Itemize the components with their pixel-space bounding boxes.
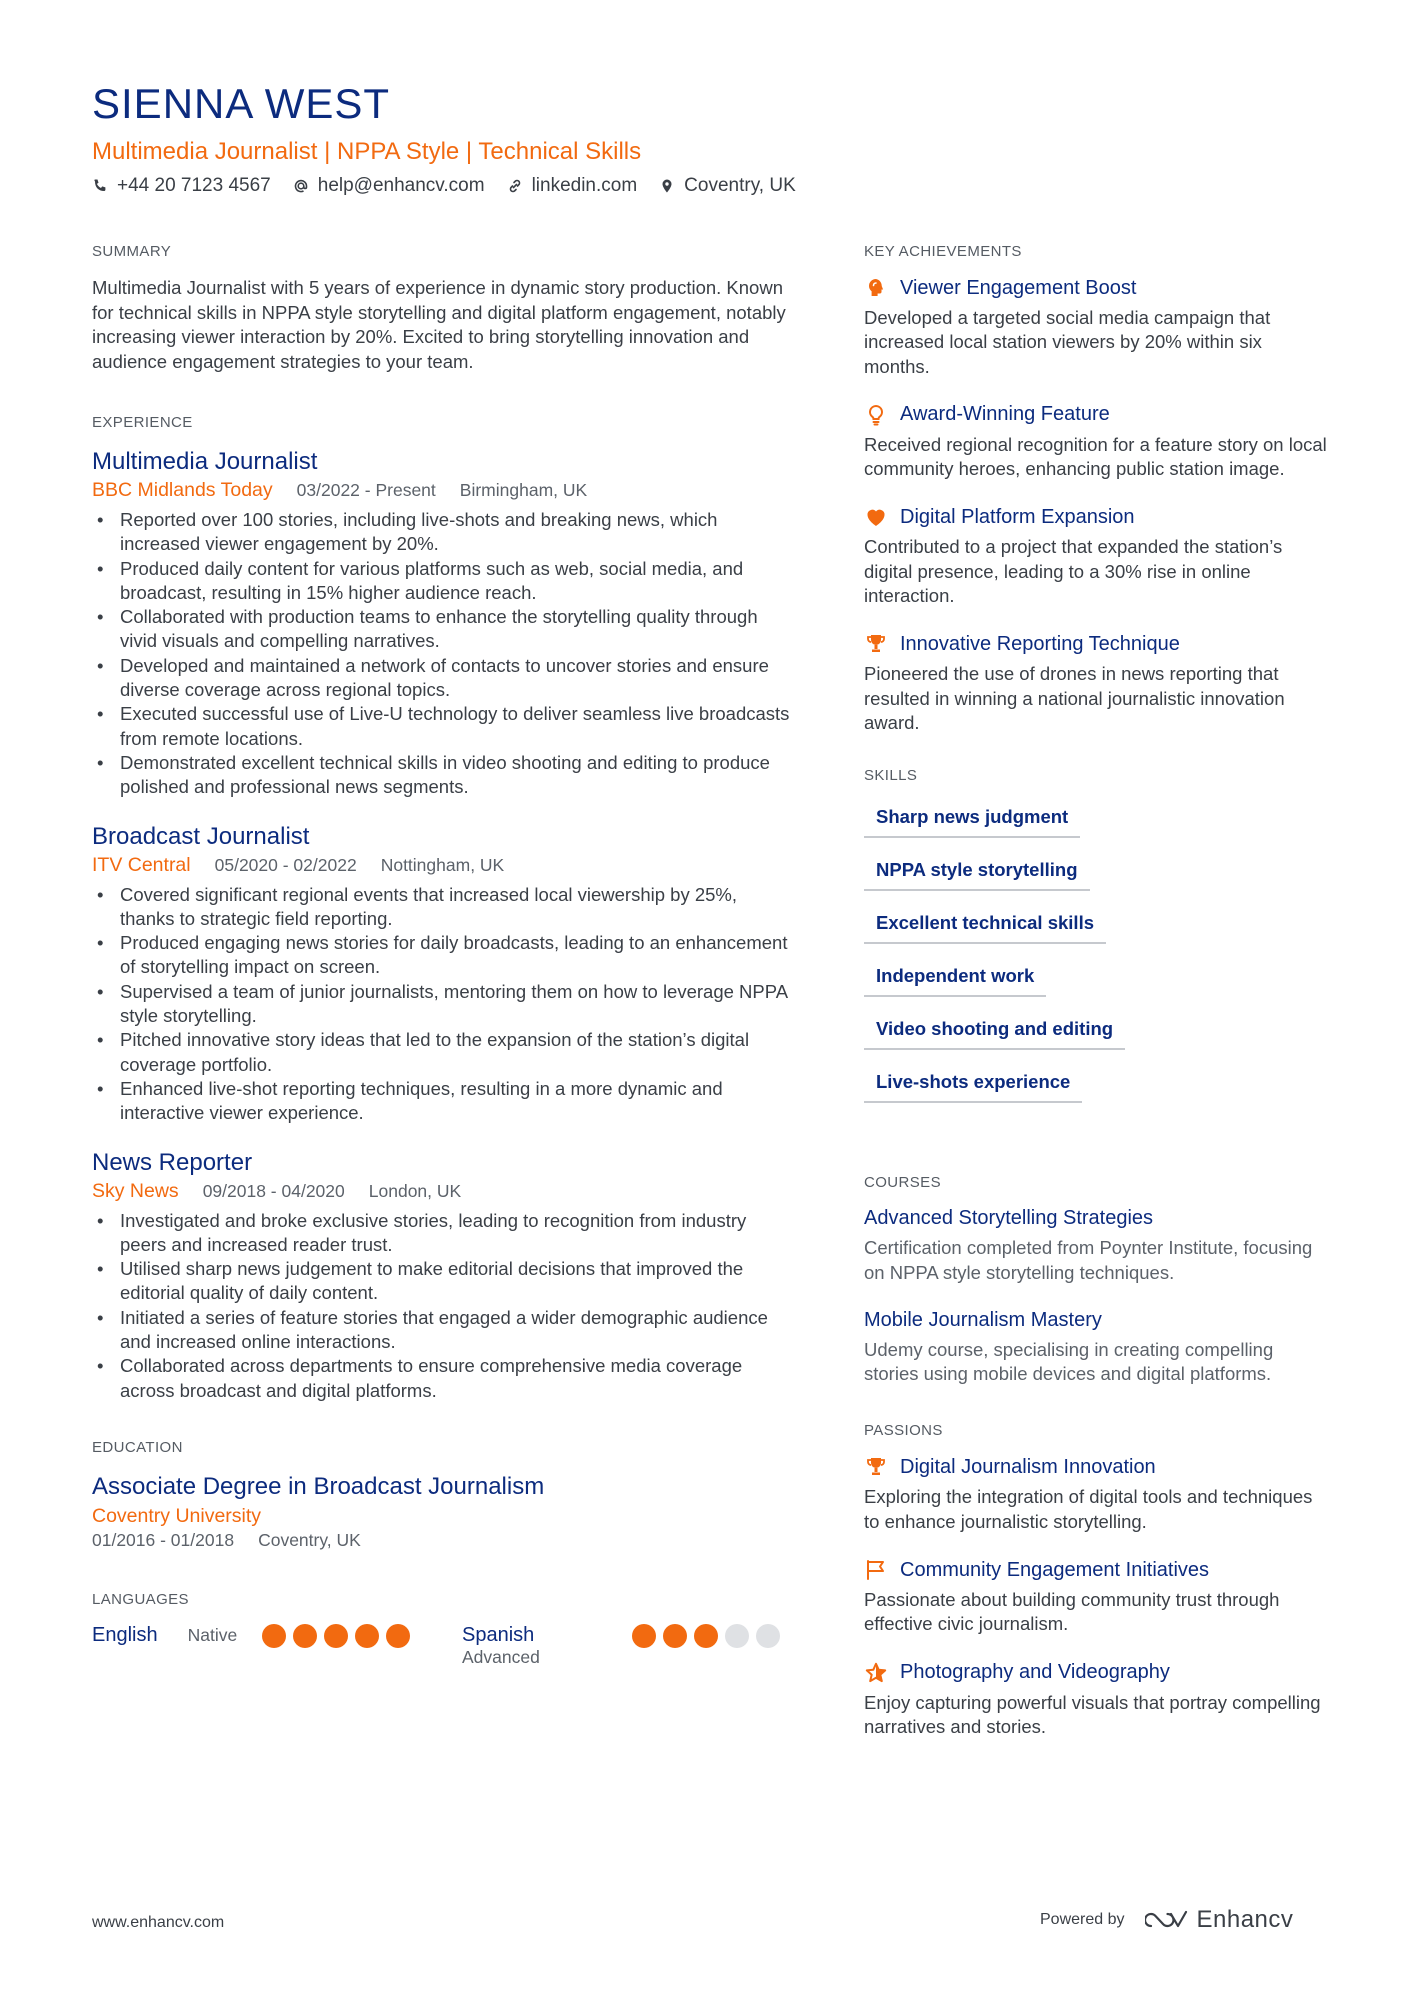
section-title: EDUCATION — [92, 1438, 183, 1456]
contact-text: +44 20 7123 4567 — [117, 175, 271, 196]
rating-dot-filled — [386, 1624, 410, 1648]
section-title: LANGUAGES — [92, 1590, 189, 1608]
company-name: Sky News — [92, 1179, 179, 1202]
link-icon — [507, 178, 523, 194]
education-meta — [92, 1530, 792, 1551]
rating-dot-filled — [694, 1624, 718, 1648]
trophy-icon — [864, 1455, 888, 1479]
footer-url[interactable]: www.enhancv.com — [92, 1914, 225, 1931]
section-title: SUMMARY — [92, 243, 172, 260]
rating-dot-filled — [324, 1624, 348, 1648]
language-name: Spanish — [462, 1623, 535, 1646]
achievement-title: Innovative Reporting Technique — [900, 632, 1180, 655]
contact-phone[interactable] — [92, 175, 271, 197]
section-title: KEY ACHIEVEMENTS — [864, 243, 1022, 260]
school-name: Coventry University — [92, 1504, 262, 1527]
languages-section — [92, 1591, 792, 1668]
rating-dot-empty — [756, 1624, 780, 1648]
skill-tag: Sharp news judgment — [864, 800, 1080, 838]
bullet-item: • Investigated and broke exclusive stories, leading to recognition from industry peers and increased reader trust. — [92, 1209, 792, 1258]
bullet-item: • Developed and maintained a network of contacts to uncover stories and ensure diverse coverage across regional topics. — [92, 654, 792, 703]
skills-list — [864, 800, 1332, 1118]
at-icon — [293, 178, 309, 194]
bullet-item: • Collaborated across departments to ensure comprehensive media coverage across broadcast and digital platforms. — [92, 1354, 792, 1403]
achievement-item — [864, 632, 1332, 735]
rating-dot-filled — [262, 1624, 286, 1648]
job-entry — [92, 1148, 792, 1403]
job-entry — [92, 822, 792, 1126]
rating-dots — [632, 1624, 780, 1648]
job-bullets — [92, 883, 792, 1126]
course-title: Advanced Storytelling Strategies — [864, 1207, 1154, 1230]
location-pin-icon — [659, 178, 675, 194]
contact-text: help@enhancv.com — [317, 175, 485, 196]
course-item — [864, 1207, 1332, 1285]
contact-linkedin[interactable] — [507, 175, 638, 197]
courses-section — [864, 1174, 1332, 1386]
contact-email[interactable] — [293, 175, 485, 197]
passion-title: Community Engagement Initiatives — [900, 1558, 1210, 1581]
passion-desc: Enjoy capturing powerful visuals that portray compelling narratives and stories. — [864, 1691, 1321, 1737]
achievement-item — [864, 403, 1332, 482]
job-entry — [92, 447, 792, 800]
section-title: SKILLS — [864, 767, 918, 785]
job-title: Broadcast Journalist — [92, 822, 310, 850]
section-title: EXPERIENCE — [92, 414, 193, 431]
language-item — [92, 1624, 410, 1668]
bullet-item: • Supervised a team of junior journalists, mentoring them on how to leverage NPPA style storytelling. — [92, 980, 792, 1029]
flag-icon — [864, 1558, 888, 1582]
language-level: Native — [187, 1624, 238, 1645]
achievement-desc: Contributed to a project that expanded the station’s digital presence, leading to a 30% rise in online interaction. — [864, 536, 1283, 607]
company-name: BBC Midlands Today — [92, 479, 273, 501]
degree-title: Associate Degree in Broadcast Journalism — [92, 1472, 545, 1500]
languages-list — [92, 1624, 792, 1668]
course-item — [864, 1309, 1332, 1387]
brand-logo[interactable] — [1145, 1906, 1294, 1934]
achievement-desc: Pioneered the use of drones in news reporting that resulted in winning a national journalistic innovation award. — [864, 663, 1285, 733]
section-title: COURSES — [864, 1174, 941, 1192]
company-name: ITV Central — [92, 853, 191, 876]
job-dates: 09/2018 - 04/2020 — [202, 1180, 345, 1201]
job-location: Nottingham, UK — [380, 854, 505, 875]
course-desc: Udemy course, specialising in creating compelling stories using mobile devices and digital platforms. — [864, 1338, 1274, 1385]
footer-branding — [1040, 1906, 1293, 1934]
powered-by-label: Powered by — [1040, 1911, 1125, 1928]
brain-icon — [864, 276, 888, 300]
summary-text: Multimedia Journalist with 5 years of experience in dynamic story production. Known for technical skills in NPPA style storytelling and digital platform engagement, notably increasing viewer interaction by 20%. Excited to bring storytelling innovation and audience engagement strategies to your team. — [92, 277, 786, 372]
passion-desc: Exploring the integration of digital tools and techniques to enhance journalistic storytelling. — [864, 1486, 1313, 1532]
bullet-item: • Enhanced live-shot reporting techniques, resulting in a more dynamic and interactive viewer experience. — [92, 1077, 792, 1126]
star-icon — [864, 1661, 888, 1685]
summary-section — [92, 243, 792, 374]
bullet-item: • Demonstrated excellent technical skills in video shooting and editing to produce polished and professional news segments. — [92, 751, 792, 800]
achievement-item — [864, 276, 1332, 379]
skill-tag: Video shooting and editing — [864, 1012, 1125, 1050]
job-bullets — [92, 1209, 792, 1403]
skill-tag: Independent work — [864, 959, 1046, 997]
job-meta — [92, 854, 792, 877]
resume-page — [92, 0, 1332, 1995]
job-location: London, UK — [368, 1180, 462, 1201]
skills-section — [864, 767, 1332, 1118]
heart-icon — [864, 505, 888, 529]
course-desc: Certification completed from Poynter Institute, focusing on NPPA style storytelling techniques. — [864, 1237, 1313, 1283]
education-location: Coventry, UK — [258, 1529, 361, 1550]
rating-dot-filled — [355, 1624, 379, 1648]
phone-icon — [92, 178, 108, 194]
bullet-item: • Collaborated with production teams to enhance the storytelling quality through vivid visuals and compelling narratives. — [92, 605, 792, 654]
achievement-title: Viewer Engagement Boost — [900, 276, 1137, 299]
job-title: Multimedia Journalist — [92, 448, 318, 475]
bullet-item: • Covered significant regional events that increased local viewership by 25%, thanks to strategic field reporting. — [92, 883, 792, 932]
bullet-item: • Reported over 100 stories, including live-shots and breaking news, which increased viewer engagement by 20%. — [92, 508, 792, 557]
bullet-item: • Pitched innovative story ideas that led to the expansion of the station’s digital coverage portfolio. — [92, 1028, 792, 1077]
lightbulb-icon — [864, 403, 888, 427]
contact-text: Coventry, UK — [684, 175, 796, 196]
experience-section — [92, 414, 792, 1403]
education-section — [92, 1439, 792, 1551]
contact-bar — [92, 175, 796, 197]
achievement-desc: Developed a targeted social media campaign that increased local station viewers by 20% within six months. — [864, 307, 1271, 377]
skill-tag: Excellent technical skills — [864, 906, 1106, 944]
rating-dot-filled — [663, 1624, 687, 1648]
rating-dot-filled — [293, 1624, 317, 1648]
enhancv-logo-icon — [1145, 1908, 1189, 1932]
passion-item — [864, 1661, 1332, 1740]
job-title: News Reporter — [92, 1148, 253, 1176]
right-column — [864, 243, 1332, 1779]
bullet-item: • Produced engaging news stories for daily broadcasts, leading to an enhancement of storytelling impact on screen. — [92, 931, 792, 980]
achievement-title: Digital Platform Expansion — [900, 505, 1135, 528]
job-dates: 05/2020 - 02/2022 — [214, 854, 357, 875]
achievement-item — [864, 505, 1332, 608]
bullet-item: • Executed successful use of Live-U technology to deliver seamless live broadcasts from remote locations. — [92, 702, 792, 751]
language-level: Advanced — [462, 1646, 540, 1667]
course-title: Mobile Journalism Mastery — [864, 1308, 1102, 1331]
education-dates: 01/2016 - 01/2018 — [92, 1529, 235, 1550]
job-dates: 03/2022 - Present — [296, 480, 436, 500]
rating-dot-filled — [632, 1624, 656, 1648]
rating-dots — [262, 1624, 410, 1648]
skill-tag: Live-shots experience — [864, 1065, 1082, 1103]
job-meta — [92, 1180, 792, 1203]
section-title: PASSIONS — [864, 1422, 943, 1440]
passions-section — [864, 1422, 1332, 1739]
language-name: English — [92, 1623, 158, 1646]
passion-title: Digital Journalism Innovation — [900, 1455, 1156, 1478]
skill-tag: NPPA style storytelling — [864, 853, 1090, 891]
language-item — [462, 1624, 780, 1668]
passion-item — [864, 1558, 1332, 1637]
contact-text: linkedin.com — [531, 175, 638, 196]
trophy-icon — [864, 632, 888, 656]
passion-item — [864, 1455, 1332, 1534]
job-location: Birmingham, UK — [459, 480, 588, 500]
bullet-item: • Initiated a series of feature stories that engaged a wider demographic audience and increased online interactions. — [92, 1306, 792, 1355]
achievement-desc: Received regional recognition for a feature story on local community heroes, enhancing public station image. — [864, 433, 1327, 480]
contact-location — [659, 175, 796, 197]
achievement-title: Award-Winning Feature — [900, 403, 1110, 426]
rating-dot-empty — [725, 1624, 749, 1648]
passion-desc: Passionate about building community trust through effective civic journalism. — [864, 1589, 1280, 1635]
candidate-name: SIENNA WEST — [92, 80, 391, 127]
headline: Multimedia Journalist | NPPA Style | Technical Skills — [92, 138, 642, 165]
bullet-item: • Utilised sharp news judgement to make editorial decisions that improved the editorial quality of daily content. — [92, 1257, 792, 1306]
job-bullets — [92, 508, 792, 800]
left-column — [92, 243, 792, 1708]
brand-name: Enhancv — [1196, 1906, 1294, 1933]
bullet-item: • Produced daily content for various platforms such as web, social media, and broadcast, resulting in 15% higher audience reach. — [92, 557, 792, 606]
passion-title: Photography and Videography — [900, 1661, 1170, 1684]
job-meta — [92, 479, 792, 502]
achievements-section — [864, 243, 1332, 735]
